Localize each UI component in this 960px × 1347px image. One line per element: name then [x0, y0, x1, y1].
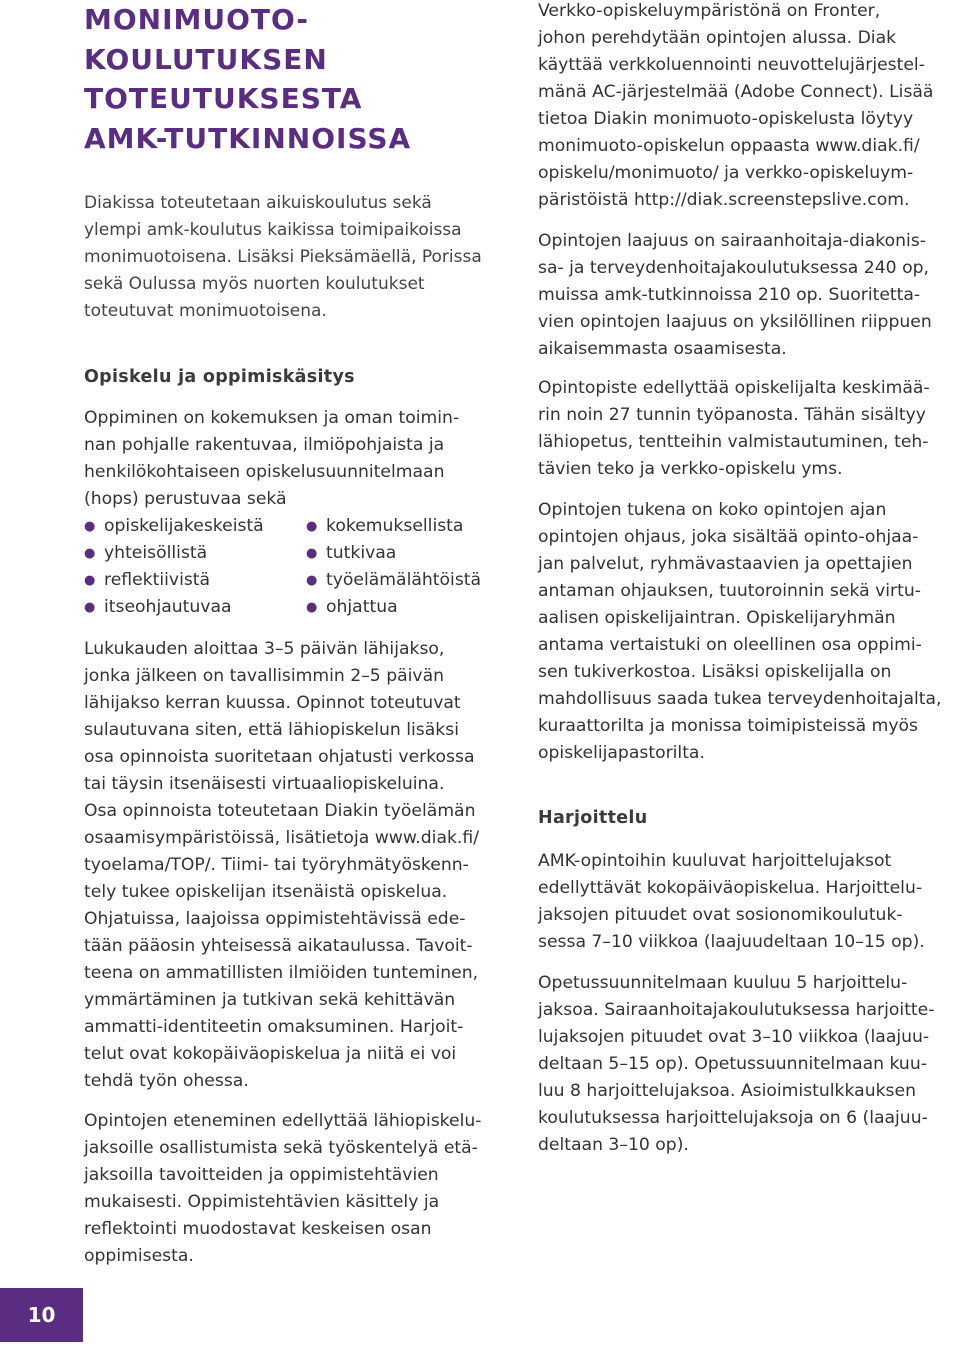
text-line: sekä Oulussa myös nuorten koulutukset	[84, 274, 425, 294]
text-line: sessa 7–10 viikkoa (laajuudeltaan 10–15 op).	[538, 932, 925, 952]
text-line: rin noin 27 tunnin työpanosta. Tähän sisältyy	[538, 405, 926, 425]
text-line: Osa opinnoista toteutetaan Diakin työelämän	[84, 801, 476, 821]
title-line: TOTEUTUKSESTA	[84, 82, 363, 115]
text-line: sulautuvana siten, että lähiopiskelun lisäksi	[84, 720, 459, 740]
page-number: 10	[0, 1288, 83, 1342]
list-item-label: ohjattua	[326, 597, 398, 617]
text-line: antaman ohjauksen, tuutoroinnin sekä virtu-	[538, 581, 921, 601]
bullet-row	[84, 567, 504, 594]
text-line: muissa amk-tutkinnoissa 210 op. Suoritetta-	[538, 285, 921, 305]
section-heading-harjoittelu: Harjoittelu	[538, 808, 648, 828]
text-line: tään pääosin yhteisessä aikataulussa. Tavoit-	[84, 936, 473, 956]
text-line: Opintojen eteneminen edellyttää lähiopiskelu-	[84, 1111, 482, 1131]
text-line: tehdä työn ohessa.	[84, 1071, 249, 1091]
text-line: käyttää verkkoluennointi neuvottelujärjestel-	[538, 55, 925, 75]
text-line: opiskelu/monimuoto/ ja verkko-opiskeluym-	[538, 163, 914, 183]
bullet-row	[84, 594, 504, 621]
paragraph	[84, 405, 459, 513]
text-line: ymmärtäminen ja tutkivan sekä kehittävän	[84, 990, 456, 1010]
text-line: reflektointi muodostavat keskeisen osan	[84, 1219, 432, 1239]
text-line: monimuotoisena. Lisäksi Pieksämäellä, Porissa	[84, 247, 482, 267]
text-line: toteutuvat monimuotoisena.	[84, 301, 327, 321]
bullet-icon: ●	[306, 573, 318, 588]
text-line: koulutuksessa harjoittelujaksoja on 6 (laajuu-	[538, 1108, 928, 1128]
text-line: sen tukiverkostoa. Lisäksi opiskelijalla on	[538, 662, 892, 682]
text-line: tietoa Diakin monimuoto-opiskelusta löytyy	[538, 109, 914, 129]
list-item-label: työelämälähtöistä	[326, 570, 482, 590]
text-line: teena on ammatillisten ilmiöiden tunteminen,	[84, 963, 479, 983]
text-line: vien opintojen laajuus on yksilöllinen riippuen	[538, 312, 932, 332]
title-line: MONIMUOTO-	[84, 3, 309, 36]
list-item-label: yhteisöllistä	[104, 543, 208, 563]
text-line: mahdollisuus saada tukea terveydenhoitajalta,	[538, 689, 942, 709]
text-line: osaamisympäristöissä, lisätietoja www.diak.fi/	[84, 828, 480, 848]
text-line: telut ovat kokopäiväopiskelua ja niitä ei voi	[84, 1044, 457, 1064]
text-line: tai täysin itsenäisesti virtuaaliopiskeluina.	[84, 774, 445, 794]
text-line: mänä AC-järjestelmää (Adobe Connect). Lisää	[538, 82, 934, 102]
text-line: Opintojen tukena on koko opintojen ajan	[538, 500, 887, 520]
text-line: lujaksojen pituudet ovat 3–10 viikkoa (laajuu-	[538, 1027, 930, 1047]
text-line: jaksojen pituudet ovat sosionomikoulutuk-	[538, 905, 903, 925]
text-line: luu 8 harjoittelujaksoa. Asioimistulkkauksen	[538, 1081, 916, 1101]
paragraph	[538, 848, 925, 956]
text-line: Lukukauden aloittaa 3–5 päivän lähijakso,	[84, 639, 445, 659]
text-line: tely tukee opiskelijan itsenäistä opiskelua.	[84, 882, 448, 902]
list-item-label: itseohjautuvaa	[104, 597, 232, 617]
text-line: aikaisemmasta osaamisesta.	[538, 339, 787, 359]
text-line: jaksoa. Sairaanhoitajakoulutuksessa harjoitte-	[538, 1000, 935, 1020]
bullet-icon: ●	[84, 519, 96, 534]
text-line: kuraattorilta ja monissa toimipisteissä myös	[538, 716, 918, 736]
text-line: henkilökohtaiseen opiskelusuunnitelmaan	[84, 462, 445, 482]
bullet-icon: ●	[306, 519, 318, 534]
text-line: Opintojen laajuus on sairaanhoitaja-diakonis-	[538, 231, 926, 251]
bullet-icon: ●	[84, 546, 96, 561]
list-item-label: opiskelijakeskeistä	[104, 516, 264, 536]
text-line: Opintopiste edellyttää opiskelijalta keskimää-	[538, 378, 930, 398]
text-line: tävien teko ja verkko-opiskelu yms.	[538, 459, 843, 479]
text-line: opintojen ohjaus, joka sisältää opinto-ohjaa-	[538, 527, 919, 547]
paragraph	[538, 375, 930, 483]
paragraph	[538, 970, 934, 1159]
text-line: lähiopetus, tentteihin valmistautuminen, teh-	[538, 432, 929, 452]
list-item-label: tutkivaa	[326, 543, 397, 563]
text-line: päristöistä http://diak.screenstepslive.com.	[538, 190, 910, 210]
text-line: ylempi amk-koulutus kaikissa toimipaikoissa	[84, 220, 462, 240]
paragraph	[538, 0, 933, 214]
bullet-icon: ●	[84, 573, 96, 588]
paragraph	[538, 228, 932, 363]
text-line: deltaan 3–10 op).	[538, 1135, 689, 1155]
title-line: KOULUTUKSEN	[84, 42, 328, 76]
text-line: jaksoilla tavoitteiden ja oppimistehtävien	[84, 1165, 439, 1185]
bullet-row	[84, 513, 504, 540]
text-line: jan palvelut, ryhmävastaavien ja opettajien	[538, 554, 913, 574]
bullet-icon: ●	[306, 600, 318, 615]
text-line: deltaan 5–15 op). Opetussuunnitelmaan kuu-	[538, 1054, 927, 1074]
text-line: (hops) perustuvaa sekä	[84, 489, 287, 509]
list-item-label: kokemuksellista	[326, 516, 464, 536]
paragraph	[84, 1108, 481, 1270]
text-line: Ohjatuissa, laajoissa oppimistehtävissä ede-	[84, 909, 466, 929]
text-line: ammatti-identiteetin omaksuminen. Harjoit-	[84, 1017, 464, 1037]
bullet-icon: ●	[84, 600, 96, 615]
text-line: Verkko-opiskeluympäristönä on Fronter,	[538, 1, 881, 21]
text-line: AMK-opintoihin kuuluvat harjoittelujaksot	[538, 851, 892, 871]
bullet-icon: ●	[306, 546, 318, 561]
text-line: edellyttävät kokopäiväopiskelua. Harjoittelu-	[538, 878, 923, 898]
text-line: mukaisesti. Oppimistehtävien käsittely ja	[84, 1192, 440, 1212]
text-line: antama vertaistuki on oleellinen osa oppimi-	[538, 635, 922, 655]
text-line: jaksoille osallistumista sekä työskentelyä etä-	[84, 1138, 478, 1158]
section-heading-opiskelu: Opiskelu ja oppimiskäsitys	[84, 367, 355, 387]
text-line: Oppiminen on kokemuksen ja oman toimin-	[84, 408, 460, 428]
text-line: sa- ja terveydenhoitajakoulutuksessa 240 op,	[538, 258, 929, 278]
text-line: aalisen opiskelijaintran. Opiskelijaryhmän	[538, 608, 896, 628]
paragraph	[84, 636, 479, 1095]
text-line: oppimisesta.	[84, 1246, 194, 1266]
text-line: opiskelijapastorilta.	[538, 743, 705, 763]
text-line: lähijakso kerran kuussa. Opinnot toteutuvat	[84, 693, 461, 713]
paragraph	[538, 497, 942, 767]
text-line: osa opinnoista suoritetaan ohjatusti verkossa	[84, 747, 475, 767]
text-line: monimuoto-opiskelun oppaasta www.diak.fi/	[538, 136, 920, 156]
text-line: tyoelama/TOP/. Tiimi- tai työryhmätyöskenn-	[84, 855, 469, 875]
title-line: AMK-TUTKINNOISSA	[84, 121, 412, 155]
text-line: johon perehdytään opintojen alussa. Diak	[538, 28, 897, 48]
text-line: jonka jälkeen on tavallisimmin 2–5 päivän	[84, 666, 445, 686]
text-line: Diakissa toteutetaan aikuiskoulutus sekä	[84, 193, 432, 213]
bullet-row	[84, 540, 504, 567]
list-item-label: reflektiivistä	[104, 570, 211, 590]
intro-paragraph	[84, 190, 482, 325]
text-line: nan pohjalle rakentuvaa, ilmiöpohjaista ja	[84, 435, 445, 455]
text-line: Opetussuunnitelmaan kuuluu 5 harjoittelu-	[538, 973, 908, 993]
page-title	[84, 0, 504, 158]
